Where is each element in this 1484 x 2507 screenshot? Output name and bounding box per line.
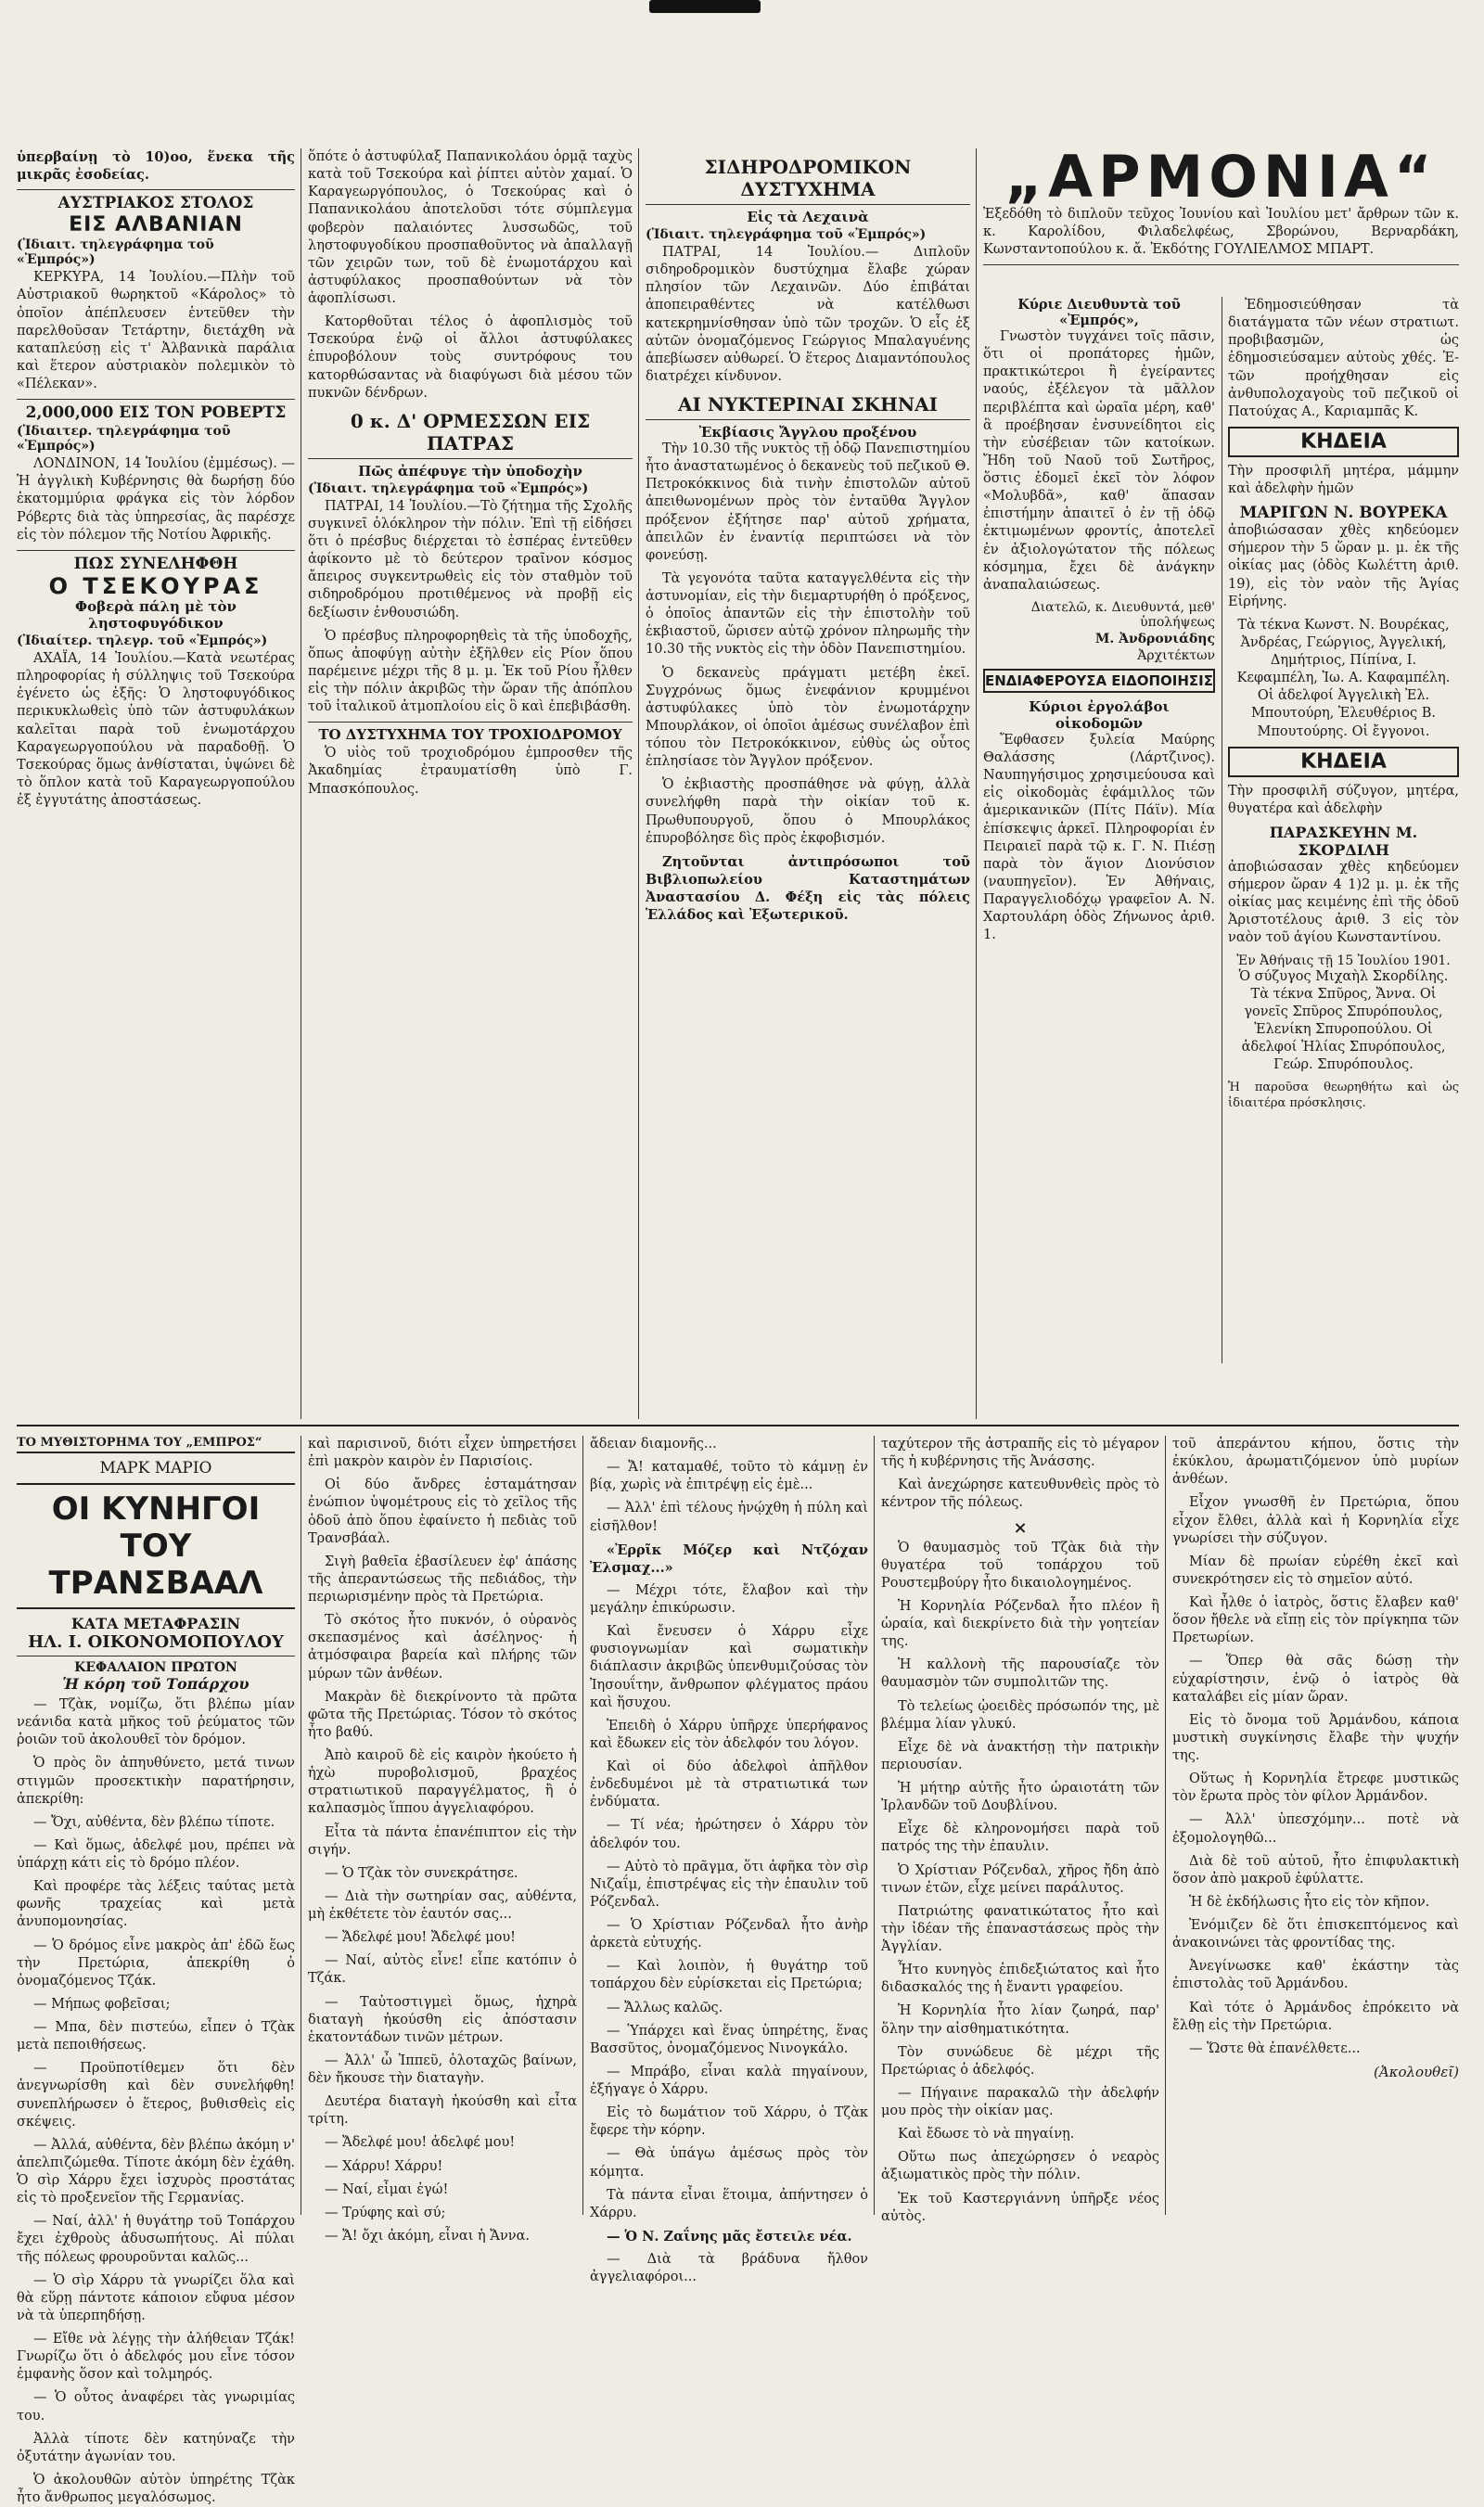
serial-paragraph: — Ἀλλ' ἐπὶ τέλους ἠνῴχθη ἡ πύλη καὶ εἰσῆλθον! bbox=[590, 1501, 868, 1534]
serial-paragraph: Καὶ ἔδωσε τὸ νὰ πηγαίνῃ. bbox=[898, 2127, 1075, 2142]
column-divider bbox=[874, 1436, 875, 2215]
serial-paragraph: — Ἄδελφέ μου! Ἄδελφέ μου! bbox=[325, 1930, 517, 1946]
top-news-band bbox=[17, 143, 1459, 1419]
serial-paragraph: Καὶ ἦλθε ὁ ἰατρὸς, ὅστις ἔλαβεν καθ' ὅσον ἤθελε νὰ εἴπῃ εἰς τὸν πρίγκηπα τῶν Πρετωρίων. bbox=[1172, 1595, 1459, 1646]
serial-novel-band bbox=[17, 1436, 1459, 2505]
serial-paragraph: Σιγὴ βαθεῖα ἐβασίλευεν ἐφ' ἁπάσης τῆς ἀπεραντώσεως τῆς πεδιάδος, τὴν περιωρισμένην πρὸς τὰ Πρετώρια. bbox=[308, 1554, 577, 1605]
serial-paragraph: Καὶ ἔνευσεν ὁ Χάρρυ εἶχε φυσιογνωμίαν καὶ σωματικὴν διάπλασιν ἀκριβῶς ὑπενθυμιζούσας τὸν Ἰησουΐτην, ἄνθρωπον φλέγματος πράου καὶ ἥσυχου. bbox=[590, 1624, 868, 1710]
serial-paragraph: — Ὄχι, αὐθέντα, δὲν βλέπω τίποτε. bbox=[33, 1814, 275, 1830]
column-divider bbox=[976, 148, 977, 1419]
headline-ormesson: 0 κ. Δ' ΟΡΜΕΣΣΩΝ ΕΙΣ ΠΑΤΡΑΣ bbox=[308, 410, 633, 459]
funeral-date: Ἐν Ἀθήναις τῇ 15 Ἰουλίου 1901. bbox=[1236, 953, 1451, 968]
masthead-fragment bbox=[649, 0, 761, 13]
serial-paragraph: — Ἀλλ' ὦ Ἰππεῦ, ὁλοταχῶς βαίνων, δὲν ἤκουσε τὴν διαταγὴν. bbox=[308, 2053, 577, 2086]
serial-paragraph: — Ὁ οὗτος ἀναφέρει τὰς γνωριμίας του. bbox=[17, 2390, 295, 2424]
chapter-title: ΚΕΦΑΛΑΙΟΝ ΠΡΩΤΟΝ bbox=[74, 1660, 237, 1675]
article-text: ὅπότε ὁ ἀστυφύλαξ Παπανικολάου ὁρμᾷ ταχὺς κατὰ τοῦ Τσεκούρα καὶ ῥίπτει αὐτὸν χαμαί. Ὁ Καραγεωργόπουλος, ὁ Τσεκούρας καὶ ὁ Παπανικολάου ἀποτελοῦσι τότε σύμπλεγμα φοβερὸν παλαιόντες λυσσωδῶς, τοῦ ληστοφυγοδίκου προσπαθοῦντος νὰ ἀπαλλαγῇ τῶν χειρῶν των, τοῦ δὲ ἐνωμοτάρχου καὶ ἀστυφύλακος προσπαθούντων νὰ τὸν ἀφοπλίσωσι. bbox=[308, 149, 633, 306]
notice-text: Ἔφθασεν ξυλεία Μαύρης Θαλάσσης (Λάρτζινος). Ναυπηγήσιμος χρησιμεύουσα καὶ εἰς οἰκοδομὰς ἐφάμιλλος τῶν ἀμερικανικῶν (Πίτς Πάϊν). Μία ἐπίσκεψις ἀρκεῖ. Πληροφορίαι ἐν Πειραιεῖ παρὰ τῷ κ. Γ. Ν. Πιέσῃ παρὰ τὸν ἅγιον Διονύσιον (ναυπηγεῖον). Ἐν Ἀθήναις, Παραγγελιοδόχῳ γραφεῖον Α. Ν. Χαρτουλάρη ὁδὸς Ζήνωνος ἀριθ. 1. bbox=[983, 732, 1215, 943]
serial-paragraph: — Διὰ τὴν σωτηρίαν σας, αὐθέντα, μὴ ἐκθέτετε τὸν ἑαυτόν σας... bbox=[308, 1888, 577, 1922]
serial-paragraph: — Καὶ λοιπὸν, ἡ θυγάτηρ τοῦ τοπάρχου δὲν εὑρίσκεται εἰς Πρετώρια; bbox=[590, 1959, 868, 1992]
serial-paragraph: Ἡ Κορνηλία ἦτο λίαν ζωηρά, παρ' ὅλην την αἰσθηματικότητα. bbox=[881, 2003, 1159, 2037]
serial-paragraph: Πατριώτης φανατικώτατος ἦτο καὶ τὴν ἰδέαν τῆς ἐπαναστάσεως πρὸς τὴν Ἀγγλίαν. bbox=[881, 1903, 1159, 1954]
serial-paragraph: — Ἄδελφέ μου! ἀδελφέ μου! bbox=[325, 2135, 516, 2151]
serial-column-5 bbox=[1172, 1436, 1459, 2215]
funeral-deceased-name: ΠΑΡΑΣΚΕΥΗΝ Μ. ΣΚΟΡΔΙΛΗ bbox=[1269, 823, 1418, 859]
serial-label: ΤΟ ΜΥΘΙΣΤΟΡΗΜΑ ΤΟΥ „ΕΜΠΡΟΣ“ bbox=[17, 1436, 295, 1453]
serial-paragraph: — Πήγαινε παρακαλῶ τὴν ἀδελφήν μου πρὸς τὴν οἰκίαν μας. bbox=[881, 2085, 1159, 2118]
serial-paragraph: — Ναί, εἶμαι ἐγώ! bbox=[325, 2181, 449, 2197]
letter-signature: Μ. Ἀνδρονιάδης bbox=[1094, 631, 1215, 646]
news-column-2 bbox=[308, 148, 633, 1419]
serial-paragraph: Ἀλλὰ τίποτε δὲν κατηύναζε τὴν ὀξυτάτην ἀγωνίαν του. bbox=[17, 2431, 295, 2464]
headline-rail-accident: ΣΙΔΗΡΟΔΡΟΜΙΚΟΝ ΔΥΣΤΥΧΗΜΑ bbox=[646, 156, 970, 205]
serial-paragraph: Ἡ δὲ ἐκδήλωσις ἦτο εἰς τὸν κῆπον. bbox=[1189, 1894, 1430, 1910]
news-column-1 bbox=[17, 148, 295, 1419]
armonia-ad-text: Ἐξεδόθη τὸ διπλοῦν τεῦχος Ἰουνίου καὶ Ἰουλίου μετ' ἄρθρων τῶν κ. κ. Καρολίδου, Φιλαδελφέως, Σβορώνου, Βερναρδάκη, Κωνσταντοπούλου κ. ἄ. Ἐκδότης ΓΟΥΛΙΕΛΜΟΣ ΜΠΑΡΤ. bbox=[983, 206, 1459, 265]
headline-arrest: ΠΩΣ ΣΥΝΕΛΗΦΘΗ bbox=[17, 550, 295, 573]
serial-paragraph: — Ὥστε θὰ ἐπανέλθετε... bbox=[1189, 2040, 1361, 2056]
serial-paragraph: Ὁ Χρίστιαν Ρόζενδαλ, χῆρος ἤδη ἀπὸ τινων ἐτῶν, εἶχε μείνει παράλυτος. bbox=[881, 1862, 1159, 1896]
article-text: Τὰ γεγονότα ταῦτα καταγγελθέντα εἰς τὴν ἀστυνομίαν, εἰς τὴν διεμαρτυρήθη ὁ πρόξενος, ὁ ὁποῖος ἀπαντῶν εἰς τὴν ἐπιστολὴν τοῦ ἐκβιαστοῦ, ὥρισεν αὐτῷ χρόνον πληρωμῆς τὴν 10.30 τῆς νυκτὸς εἰς τὴν ὁδὸν Πανεπιστημίου. bbox=[646, 570, 970, 658]
serial-paragraph: Εἶχε δὲ κληρονομήσει παρὰ τοῦ πατρός της τὴν ἐπαυλιν. bbox=[881, 1822, 1159, 1855]
ads-column bbox=[983, 143, 1459, 1419]
letter-closing: Διατελῶ, κ. Διευθυντά, μεθ' ὑπολήψεως bbox=[1030, 599, 1215, 630]
funeral-note: Ἡ παροῦσα θεωρηθήτω καὶ ὡς ἰδιαιτέρα πρόσκλησις. bbox=[1228, 1081, 1459, 1111]
article-text: Ὁ υἱὸς τοῦ τροχιοδρόμου ἐμπροσθεν τῆς Ἀκαδημίας ἐτραυματίσθη ὑπὸ Γ. Μπασκόπουλος. bbox=[308, 746, 633, 797]
subheadline: Πῶς ἀπέφυγε τὴν ὑποδοχὴν bbox=[358, 462, 582, 480]
continued-label: (Ἀκολουθεῖ) bbox=[1373, 2063, 1459, 2080]
serial-column-1 bbox=[17, 1436, 295, 2505]
serial-paragraph: — Ὁ Ν. Ζαΐνης μᾶς ἔστειλε νέα. bbox=[607, 2228, 852, 2245]
column-divider bbox=[638, 148, 639, 1419]
serial-title: ΟΙ ΚΥΝΗΓΟΙ ΤΟΥ ΤΡΑΝΣΒΑΑΛ bbox=[17, 1483, 295, 1609]
serial-paragraph: — Αὐτὸ τὸ πρᾶγμα, ὅτι ἀφῆκα τὸν σὶρ Νιζαΐμ, ἐπιστρέψας εἰς τὴν ἐπαυλιν τοῦ Ρόζενδαλ. bbox=[590, 1859, 868, 1910]
serial-paragraph: Οὕτω πως ἀπεχώρησεν ὁ νεαρὸς ἀξιωματικὸς πρὸς τὴν πόλιν. bbox=[881, 2150, 1159, 2183]
serial-paragraph: Ὁ θαυμασμὸς τοῦ Τζὰκ διὰ τὴν θυγατέρα τοῦ τοπάρχου τοῦ Ρουστεμβούργ ἦτο δικαιολογημένος. bbox=[881, 1540, 1159, 1591]
article-text: ΑΧΑΪΑ, 14 Ἰουλίου.—Κατὰ νεωτέρας πληροφορίας ἡ σύλληψις τοῦ Τσεκούρα ἐγένετο ὡς ἑξῆς: Ὁ ληστοφυγόδικος περικυκλωθεὶς ὑπὸ τῶν ἀστυφυλάκων καλεῖται παρὰ τοῦ ἐνωμοτάρχου Καραγεωργοπούλου νὰ παραδοθῇ. Ὁ Τσεκούρας ὅμως ἀνθίσταται, ὑψώνει δὲ τὸ ὅπλον κατὰ τοῦ Καραγεωργοπούλου ἐξ ἐγγυτάτης ἀποστάσεως. bbox=[17, 651, 295, 809]
serial-paragraph: — Ὅπερ θὰ σᾶς δώσῃ τὴν εὐχαρίστησιν, ἐνῷ ὁ ἰατρὸς θὰ καταλάβει εἰς μίαν ὥραν. bbox=[1172, 1654, 1459, 1705]
serial-paragraph: Ἐκ τοῦ Καστεργιάννη ὑπῆρξε νέος αὐτὸς. bbox=[881, 2191, 1159, 2224]
article-text: Ὁ πρέσβυς πληροφορηθεὶς τὰ τῆς ὑποδοχῆς, ὅπως ἀποφύγῃ αὐτὴν ἐξῆλθεν εἰς Ρίον ὅπου παρέμεινε μέχρι τῆς 8 μ. μ. Ἐκ τοῦ Ρίου ἦλθεν εἰς τὴν πόλιν ἀκριβῶς τὴν ὥραν τῆς ἀπόπλου τοῦ ἰταλικοῦ ἀτμοπλοίου εἰς ὃ καὶ ἐπεβιβάσθη. bbox=[308, 628, 633, 715]
dateline: (Ἰδιαιτ. τηλεγράφημα τοῦ «Ἐμπρός») bbox=[646, 227, 927, 242]
article-text: Κατορθοῦται τέλος ὁ ἀφοπλισμὸς τοῦ Τσεκούρα ἐνῷ οἱ ἄλλοι ἀστυφύλακες ἐπυροβόλουν τοὺς συντρόφους του κατορθώσαντας νὰ διαφύγωσι διὰ μέσου τῶν πυκνῶν δένδρων. bbox=[308, 314, 633, 401]
funeral-details: ἀποβιώσασαν χθὲς κηδεύομεν σήμερον τὴν 5 ὥραν μ. μ. ἐκ τῆς οἰκίας μας (ὁδὸς Κωλέττη ἀριθ. 19), εἰς τὸν ναὸν τῆς Ἁγίας Εἰρήνης. bbox=[1228, 523, 1459, 609]
serial-paragraph: Τὸν συνώδευε δὲ μέχρι τῆς Πρετώριας ὁ ἀδελφός. bbox=[881, 2044, 1159, 2078]
serial-column-3 bbox=[590, 1436, 868, 2285]
serial-paragraph: Καὶ οἱ δύο ἀδελφοὶ ἀπῆλθον ἐνδεδυμένοι μὲ τὰ στρατιωτικά των ἐνδύματα. bbox=[590, 1759, 868, 1810]
serial-paragraph: — Προϋποτίθεμεν ὅτι δὲν ἀνεγνωρίσθη καὶ δὲν συνελήφθη! συνεπλήρωσεν ὁ ἕτερος, βυθισθεὶς εἰς σκέψεις. bbox=[17, 2061, 295, 2130]
article-text: ΛΟΝΔΙΝΟΝ, 14 Ἰουλίου (ἐμμέσως). — Ἡ ἀγγλικὴ Κυβέρνησις θὰ δωρήσῃ δύο ἑκατομμύρια φράγκα εἰς τὸν λόρδον Ρόβερτς διὰ τὰς ὑπηρεσίας, ἃς παρέσχε εἰς τὸν πόλεμον τῆς Νοτίου Ἀφρικῆς. bbox=[17, 456, 295, 543]
dateline: (Ἰδιαιτ. τηλεγράφημα τοῦ «Ἐμπρός») bbox=[17, 237, 214, 268]
serial-paragraph: — Ὁ Τζὰκ τὸν συνεκράτησε. bbox=[325, 1865, 518, 1881]
serial-paragraph: — Θὰ ὑπάγω ἀμέσως πρὸς τὸν κόμητα. bbox=[590, 2146, 868, 2180]
serial-paragraph: — Ὁ Χρίστιαν Ρόζενδαλ ἦτο ἀνὴρ ἀρκετὰ εὐτυχής. bbox=[590, 1918, 868, 1951]
letter-role: Ἀρχιτέκτων bbox=[1137, 647, 1215, 663]
serial-paragraph: Ἀνεγίνωσκε καθ' ἑκάστην τὰς ἐπιστολὰς τοῦ Ἀρμάνδου. bbox=[1172, 1959, 1459, 1992]
serial-paragraph: — Μπα, δὲν πιστεύω, εἶπεν ὁ Τζὰκ μετὰ πεποιθήσεως. bbox=[17, 2020, 295, 2053]
lead-text: ὑπερβαίνῃ τὸ 10)οο, ἕνεκα τῆς μικρᾶς ἐσοδείας. bbox=[17, 149, 295, 184]
serial-paragraph: Ἐνόμιζεν δὲ ὅτι ἐπισκεπτόμενος καὶ ἀνακοινώνει τὰς φροντίδας της. bbox=[1172, 1918, 1459, 1951]
column-divider bbox=[1165, 1436, 1166, 2215]
promotion-notice: Ἐδημοσιεύθησαν τὰ διατάγματα τῶν νέων στρατιωτ. προβιβασμῶν, ὡς ἐδημοσιεύσαμεν αὐτοὺς χθές. Ἐ-τῶν προήχθησαν εἰς ἀνθυπολοχαγοὺς τοῦ πεζικοῦ οἱ Πατούχας Α., Καριαμπᾶς Κ. bbox=[1228, 298, 1459, 419]
serial-paragraph: — Μπράβο, εἶναι καλὰ πηγαίνουν, ἐξήγαγε ὁ Χάρρυ. bbox=[590, 2064, 868, 2097]
funeral-details: ἀποβιώσασαν χθὲς κηδεύομεν σήμερον ὥραν 4 1)2 μ. μ. ἐκ τῆς οἰκίας μας κειμένης ἐπὶ τῆς ὁδοῦ Ἀριστοτέλους ἀριθ. 3 εἰς τὸν ναὸν τοῦ ἁγίου Κωνσταντίνου. bbox=[1228, 859, 1459, 946]
serial-paragraph: ταχύτερον τῆς ἀστραπῆς εἰς τὸ μέγαρον τῆς ἡ κυβέρνησις τῆς Ἀνάσσης. bbox=[881, 1437, 1159, 1470]
serial-paragraph: τοῦ ἀπεράντου κήπου, ὅστις τὴν ἐκύκλου, ἀρωματιζόμενον ὑπὸ μυρίων ἀνθέων. bbox=[1172, 1437, 1459, 1488]
serial-author: ΜΑΡΚ ΜΑΡΙΟ bbox=[99, 1459, 212, 1477]
serial-paragraph: Εἶχε δὲ νὰ ἀνακτήσῃ τὴν πατρικὴν περιουσίαν. bbox=[881, 1739, 1159, 1772]
headline-tram-accident: ΤΟ ΔΥΣΤΥΧΗΜΑ ΤΟΥ ΤΡΟΧΙΟΔΡΟΜΟΥ bbox=[308, 722, 633, 743]
serial-paragraph: — Διὰ τὰ βράδυνα ἤλθον ἀγγελιαφόροι... bbox=[590, 2252, 868, 2285]
serial-paragraph: Δευτέρα διαταγὴ ἠκούσθη καὶ εἶτα τρίτη. bbox=[308, 2094, 577, 2128]
serial-paragraph: Εἰς τὸ ὄνομα τοῦ Ἀρμάνδου, κάποια μυστικὴ συγκίνησις ἔλαβε τὴν ψυχήν της. bbox=[1172, 1712, 1459, 1763]
column-divider bbox=[582, 1436, 583, 2215]
headline-tsekouras: Ο ΤΣΕΚΟΥΡΑΣ bbox=[48, 572, 263, 599]
article-text: ΠΑΤΡΑΙ, 14 Ἰουλίου.— Διπλοῦν σιδηροδρομικὸν δυστύχημα ἔλαβε χώραν πλησίον τῶν Λεχαινῶν. Δύο ἐπιβάται ἀποπειραθέντες νὰ κατέλθωσι κατεκρημνίσθησαν ὑπὸ τῶν τροχῶν. Ὁ εἷς ἐξ αὐτῶν ὀνομαζόμενος Γεώργιος Μπαλαγυένης ἀπεβίωσεν αὐθωρεί. Ὁ ἕτερος Διαμαντόπουλος διατρέχει κίνδυνον. bbox=[646, 245, 970, 384]
serial-paragraph: Εἰς τὸ δωμάτιον τοῦ Χάρρυ, ὁ Τζὰκ ἔφερε τὴν κόρην. bbox=[590, 2105, 868, 2139]
serial-paragraph: — Ἀλλ' ὑπεσχόμην... ποτὲ νὰ ἐξομολογηθῶ... bbox=[1172, 1812, 1459, 1846]
article-text: ΚΕΡΚΥΡΑ, 14 Ἰουλίου.—Πλὴν τοῦ Αὐστριακοῦ θωρηκτοῦ «Κάρολος» τὸ ὁποῖον ἀπέπλευσεν ἐντεῦθεν τὴν παρελθοῦσαν Τετάρτην, διετάχθη νὰ καταπλεύσῃ εἰς τ' Ἀλβανικὰ παράλια καὶ ἕτερον αὐστριακὸν πολεμικὸν τὸ «Πέλεκαν». bbox=[17, 270, 295, 392]
article-text: Ὁ ἐκβιαστὴς προσπάθησε νὰ φύγῃ, ἀλλὰ συνελήφθη παρὰ τὴν οἰκίαν τοῦ κ. Πρωθυπουργοῦ, ὅπου ὁ Μπουρλάκος ἐπυροβόλησε δὶς πρὸς ἐκφοβισμόν. bbox=[646, 777, 970, 846]
serial-paragraph: — Ὁ δρόμος εἶνε μακρὸς ἀπ' ἐδῶ ἕως τὴν Πρετώρια, ἀπεκρίθη ὁ ὀνομαζόμενος Τζάκ. bbox=[17, 1938, 295, 1989]
serial-paragraph: Καὶ τότε ὁ Ἀρμάνδος ἐπρόκειτο νὰ ἔλθῃ εἰς τὴν Πρετώρια. bbox=[1172, 2000, 1459, 2033]
serial-text-block bbox=[17, 1696, 295, 2507]
serial-paragraph: Εἶτα τὰ πάντα ἐπανέπιπτον εἰς τὴν σιγήν. bbox=[308, 1824, 577, 1858]
subheadline: Ἐκβίασις Ἄγγλου προξένου bbox=[698, 424, 917, 441]
news-column-3 bbox=[646, 148, 970, 1419]
serial-paragraph: Μίαν δὲ πρωίαν εὑρέθη ἐκεῖ καὶ συνεκρότησεν εἰς τὸ σημεῖον αὐτό. bbox=[1172, 1554, 1459, 1587]
serial-paragraph: Εἶχον γνωσθῆ ἐν Πρετώρια, ὅπου εἶχον ἔλθει, ἀλλὰ καὶ ἡ Κορνηλία εἶχε γνωρίσει τὴν σύζυγον. bbox=[1172, 1495, 1459, 1546]
funeral-headline: ΚΗΔΕΙΑ bbox=[1228, 427, 1459, 457]
subheadline: Φοβερὰ πάλη μὲ τὸν ληστοφυγόδικον bbox=[75, 598, 237, 633]
serial-translator: ΗΛ. Ι. ΟΙΚΟΝΟΜΟΠΟΥΛΟΥ bbox=[17, 1632, 295, 1656]
section-rule bbox=[17, 1425, 1459, 1426]
serial-paragraph: Ἐπειδὴ ὁ Χάρρυ ὑπῆρχε ὑπερήφανος καὶ ἔδωκεν εἰς τὸν ἀδελφόν του λόγον. bbox=[590, 1718, 868, 1751]
serial-column-2 bbox=[308, 1436, 577, 2244]
notice-text: Ζητοῦνται ἀντιπρόσωποι τοῦ Βιβλιοπωλείου Καταστημάτων Ἀναστασίου Δ. Φέξη εἰς τὰς πόλεις Ἑλλάδος καὶ Ἐξωτερικοῦ. bbox=[646, 853, 970, 924]
notice-subheadline: Κύριοι ἐργολάβοι οἰκοδομῶν bbox=[1029, 697, 1170, 732]
serial-paragraph: Ἡ μήτηρ αὐτῆς ἦτο ὡραιοτάτη τῶν Ἰρλανδῶν τοῦ Δουβλίνου. bbox=[881, 1781, 1159, 1814]
dateline: (Ἰδιαιτ. τηλεγράφημα τοῦ «Ἐμπρός») bbox=[308, 480, 589, 496]
funeral-headline: ΚΗΔΕΙΑ bbox=[1228, 747, 1459, 777]
headline-austrian-fleet: ΑΥΣΤΡΙΑΚΟΣ ΣΤΟΛΟΣ bbox=[17, 189, 295, 212]
headline-night-scenes: ΑΙ ΝΥΚΤΕΡΙΝΑΙ ΣΚΗΝΑΙ bbox=[646, 393, 970, 420]
funeral-deceased-name: ΜΑΡΙΓΩΝ Ν. ΒΟΥΡΕΚΑ bbox=[1239, 504, 1448, 523]
section-break-mark: × bbox=[1013, 1517, 1028, 1538]
serial-paragraph: Ἀπὸ καιροῦ δὲ εἰς καιρὸν ἠκούετο ἡ ἠχὼ πυροβολισμοῦ, βραχέος στρατιωτικοῦ παραγγέλματος, ἢ ὁ καλπασμὸς ἵππου ἀγγελιαφόρου. bbox=[308, 1748, 577, 1817]
serial-paragraph: — Ταὐτοστιγμεὶ ὅμως, ἠχηρὰ διαταγὴ ἠκούσθη εἰς ἀπόστασιν ἑκατοντάδων τινῶν μέτρων. bbox=[308, 1994, 577, 2045]
headline-albania: ΕΙΣ ΑΛΒΑΝΙΑΝ bbox=[69, 213, 243, 237]
headline-roberts: 2,000,000 ΕΙΣ ΤΟΝ ΡΟΒΕΡΤΣ bbox=[17, 399, 295, 422]
serial-paragraph: Οἱ δύο ἄνδρες ἐσταμάτησαν ἐνώπιον ὑψομέτρους εἰς τὸ χεῖλος τῆς ὁδοῦ ἀπὸ ὅπου ἐφαίνετο ἡ πεδιὰς τοῦ Τρανσβάαλ. bbox=[308, 1477, 577, 1546]
dateline: (Ἰδιαίτερ. τηλεγρ. τοῦ «Ἐμπρός») bbox=[17, 633, 268, 649]
serial-paragraph: — Τί νέα; ἠρώτησεν ὁ Χάρρυ τὸν ἀδελφόν του. bbox=[590, 1818, 868, 1851]
serial-paragraph: — Τζὰκ, νομίζω, ὅτι βλέπω μίαν νεάνιδα κατὰ μῆκος τοῦ ῥεύματος τῶν ῥοιῶν τοῦ ἀκολουθεῖ τὸν δρόμον. bbox=[17, 1697, 295, 1748]
serial-paragraph: — Ναί, ἀλλ' ἡ θυγάτηρ τοῦ Τοπάρχου ἔχει ἐχθροὺς ἀδυσωπήτους. Αἱ πύλαι τῆς πόλεως φρουροῦνται καλῶς... bbox=[17, 2214, 295, 2265]
serial-paragraph: Καὶ ἀνεχώρησε κατευθυνθεὶς πρὸς τὸ κέντρον τῆς πόλεως. bbox=[881, 1477, 1159, 1511]
serial-paragraph: «Ἐρρῖκ Μόζερ καὶ Ντζόχαν Ἐλσμαχ...» bbox=[590, 1541, 868, 1576]
serial-paragraph: Ἡ Κορνηλία Ρόζενδαλ ἦτο πλέον ἢ ὡραία, καὶ διεκρίνετο διὰ τὴν γοητείαν της. bbox=[881, 1598, 1159, 1650]
dateline: (Ἰδιαιτερ. τηλεγράφημα τοῦ «Ἐμπρός») bbox=[17, 424, 231, 454]
serial-paragraph: καὶ παρισινοῦ, διότι εἶχεν ὑπηρετήσει ἐπὶ μακρὸν καιρὸν ἐν Παρισίοις. bbox=[308, 1437, 577, 1470]
serial-translation-label: ΚΑΤΑ ΜΕΤΑΦΡΑΣΙΝ bbox=[70, 1615, 241, 1632]
serial-paragraph: Οὕτως ἡ Κορνηλία ἔτρεφε μυστικῶς τὸν ἔρωτα πρὸς τὸν φίλον Ἀρμάνδον. bbox=[1172, 1772, 1459, 1805]
serial-column-4 bbox=[881, 1436, 1159, 2224]
serial-paragraph: Τὸ σκότος ἦτο πυκνόν, ὁ οὐρανὸς σκεπασμένος καὶ ἀσέληνος· ἡ ἀτμόσφαιρα βαρεία καὶ πλήρης τῶν μύρων τῶν ἀνθέων. bbox=[308, 1613, 577, 1682]
armonia-ad-title: „ΑΡΜΟΝΙΑ“ bbox=[1004, 143, 1438, 211]
serial-paragraph: ἄδειαν διαμονῆς... bbox=[590, 1437, 717, 1452]
article-text: ΠΑΤΡΑΙ, 14 Ἰουλίου.—Τὸ ζήτημα τῆς Σχολῆς συγκινεῖ ὁλόκληρον τὴν πόλιν. Ἐπὶ τῇ εἰδήσει ὅτι ὁ πρέσβυς διέρχεται τὸ ἑσπέρας ἐντεῦθεν ἀφίκοντο μὲ τὸ δεύτερον τραῖνον κόσμος ἄπειρος συγκεντρωθεὶς εἰς τὸν σταθμὸν τοῦ σιδηροδρόμου προτιθέμενος νὰ προβῇ εἰς δεξίωσιν ἐνθουσιώδη. bbox=[308, 498, 633, 620]
serial-paragraph: — Ἄλλως καλῶς. bbox=[607, 2000, 723, 2015]
serial-paragraph: — Ὁ σὶρ Χάρρυ τὰ γνωρίζει ὅλα καὶ θὰ εὕρῃ πάντοτε κάποιον εὔφυα μέσον νὰ τὰ ὑπερπηδήσῃ. bbox=[17, 2272, 295, 2323]
serial-paragraph: Ὁ ἀκολουθῶν αὐτὸν ὑπηρέτης Τζὰκ ἦτο ἄνθρωπος μεγαλόσωμος. bbox=[17, 2472, 295, 2505]
subheadline: Εἰς τὰ Λεχαινὰ bbox=[747, 209, 869, 225]
letter-column bbox=[983, 297, 1215, 950]
serial-paragraph: Ἦτο κυνηγὸς ἐπιδεξιώτατος καὶ ἦτο διδασκαλός της ἡ ἔναντι γραφείου. bbox=[881, 1963, 1159, 1996]
serial-paragraph: Τὰ πάντα εἶναι ἕτοιμα, ἀπήντησεν ὁ Χάρρυ. bbox=[590, 2187, 868, 2220]
chapter-subtitle: Ἡ κόρη τοῦ Τοπάρχου bbox=[62, 1675, 249, 1693]
serial-paragraph: Καὶ προφέρε τὰς λέξεις ταύτας μετὰ φωνῆς τραχείας καὶ μετὰ ἀνυπομονησίας. bbox=[17, 1879, 295, 1930]
notice-headline: ΕΝΔΙΑΦΕΡΟΥΣΑ ΕΙΔΟΠΟΙΗΣΙΣ bbox=[983, 669, 1215, 693]
serial-paragraph: — Ἄ! καταμαθέ, τοῦτο τὸ κάμνῃ ἐν βίᾳ, χωρὶς νὰ ἐπιτρέψῃ εἰς ἐμὲ... bbox=[590, 1460, 868, 1493]
funeral-intro: Τὴν προσφιλῆ σύζυγον, μητέρα, θυγατέρα καὶ ἀδελφὴν bbox=[1228, 783, 1459, 816]
letter-salutation: Κύριε Διευθυντὰ τοῦ «Ἐμπρός», bbox=[1017, 297, 1181, 328]
serial-paragraph: — Ναί, αὐτὸς εἶνε! εἶπε κατόπιν ὁ Τζάκ. bbox=[308, 1953, 577, 1987]
serial-paragraph: — Μήπως φοβεῖσαι; bbox=[33, 1996, 171, 2012]
article-text: Τὴν 10.30 τῆς νυκτὸς τῇ ὁδῷ Πανεπιστημίου ἦτο ἀναστατωμένος ὁ δεκανεὺς τοῦ πεζικοῦ Θ. Πετροκόκκινος διὰ τινὴν ἐπιστολῶν αὐτοῦ ἀπειθωνομένων πρὸς τὸν ἐνταῦθα Ἄγγλον πρόξενον ἐξήτησε παρ' αὐτοῦ χρήματα, ἀπειλῶν ἐν ἐναντίᾳ περιπτώσει νὰ τὸν φονεύσῃ. bbox=[646, 441, 970, 563]
serial-paragraph: — Τρύφης καὶ σύ; bbox=[325, 2205, 446, 2220]
letter-text: Γνωστὸν τυγχάνει τοῖς πᾶσιν, ὅτι οἱ προπάτορες ἡμῶν, πρακτικώτεροι ἢ ἐγείραντες ναούς, ἐξέλεγον τὰ μᾶλλον περιβλέπτα καὶ ὡραῖα μέρη, καθ' ἃ προέβησαν ἐνσυνείδητοι εἰς τὴν εὐσέβειαν τῶν κατοίκων. Ἤδη τοῦ Ναοῦ τοῦ Σωτῆρος, ὅστις ἐδομεῖ ἐκεῖ τὸν λόφον «Μολυβδᾶ», καθ' ἅπασαν ἐπιστήμην ἀπαιτεῖ ὁ ἐν τῇ ὁδῷ ἐκτιμωμένων φροντίς, ἀποτελεῖ ἐν ἀξιολογώτατον τῆς πόλεως κόσμημα, ἔχει δὲ ἀνάγκην ἀναπαλαιώσεως. bbox=[983, 329, 1215, 593]
serial-paragraph: — Ἀλλά, αὐθέντα, δὲν βλέπω ἀκόμη ν' ἀπελπιζώμεθα. Τίποτε ἀκόμη δὲν ἐχάθη. Ὁ σὶρ Χάρρυ ἔχει ἰσχυρὸς προστάτας εἰς τὸ προξενεῖον τῆς Γερμανίας. bbox=[17, 2137, 295, 2206]
serial-paragraph: Ὁ πρὸς ὃν ἀπηυθύνετο, μετά τινων στιγμῶν προσεκτικὴν παρατήρησιν, ἀπεκρίθη: bbox=[17, 1756, 295, 1807]
serial-paragraph: — Χάρρυ! Χάρρυ! bbox=[325, 2158, 443, 2174]
serial-paragraph: — Εἴθε νὰ λέγῃς τὴν ἀλήθειαν Τζάκ! Γνωρίζω ὅτι ὁ ἀδελφός μου εἶνε τόσον ἐμφανὴς ὅσον καὶ τολμηρός. bbox=[17, 2332, 295, 2383]
serial-paragraph: Τὸ τελείως ᾠοειδὲς πρόσωπόν της, μὲ βλέμμα λίαν γλυκύ. bbox=[881, 1698, 1159, 1732]
funeral-intro: Τὴν προσφιλῆ μητέρα, μάμμην καὶ ἀδελφὴν ἡμῶν bbox=[1228, 463, 1459, 496]
funeral-family: Τὰ τέκνα Κωνστ. Ν. Βουρέκας, Ἀνδρέας, Γεώργιος, Ἀγγελική, Δημήτριος, Πίπίνα, Ι. Κεφαμπέλη, Ἰω. Α. Καφαμπέλη. Οἱ ἀδελφοί Ἀγγελικὴ Ἐλ. Μπουτούρη, Ἐλευθέριος Β. Μπουτούρης. Οἱ ἔγγονοι. bbox=[1236, 617, 1451, 739]
serial-paragraph: — Μέχρι τότε, ἔλαβον καὶ τὴν μεγάλην ἐπικύρωσιν. bbox=[590, 1582, 868, 1616]
article-text: Ὁ δεκανεὺς πράγματι μετέβη ἐκεῖ. Συγχρόνως ὅμως ἐνεφάνιον κρυμμένοι ἀστυφύλακες ὑπὸ τὸν ἐνωμοτάρχην Μπουρλάκον, οἱ ὁποῖοι ἀμέσως συνέλαβον ἐπὶ τόπου τὸν Πετροκόκκινον, εὐθὺς ὡς οὗτος ἐπλησίασε τὸν Ἄγγλον πρόξενον. bbox=[646, 665, 970, 770]
funeral-family: Ὁ σύζυγος Μιχαὴλ Σκορδίλης. Τὰ τέκνα Σπῦρος, Ἄννα. Οἱ γονεῖς Σπῦρος Σπυρόπουλος, Ἑλενίκη Σπυροπούλου. Οἱ ἀδελφοί Ἠλίας Σπυρόπουλος, Γεώρ. Σπυρόπουλος. bbox=[1238, 968, 1449, 1073]
serial-paragraph: Ἡ καλλονὴ τῆς παρουσίαζε τὸν θαυμασμὸν τῶν συμπολιτῶν της. bbox=[881, 1657, 1159, 1691]
serial-paragraph: Μακρὰν δὲ διεκρίνοντο τὰ πρῶτα φῶτα τῆς Πρετώριας. Τόσον τὸ σκότος ἦτο βαθύ. bbox=[308, 1689, 577, 1740]
serial-paragraph: — Ὑπάρχει καὶ ἕνας ὑπηρέτης, ἕνας Βασσῦτος, ὀνομαζόμενος Νινογκάλο. bbox=[590, 2023, 868, 2056]
serial-paragraph: — Ἄ! ὄχι ἀκόμη, εἶναι ἡ Ἄννα. bbox=[325, 2228, 530, 2244]
serial-paragraph: — Καὶ ὅμως, ἀδελφέ μου, πρέπει νὰ ὑπάρχῃ κάτι εἰς τὸ δρόμο πλέον. bbox=[17, 1837, 295, 1871]
serial-paragraph: Διὰ δὲ τοῦ αὐτοῦ, ἦτο ἐπιφυλακτικὴ ὅσον ἀπὸ μακροῦ ἐφύλαττε. bbox=[1172, 1853, 1459, 1887]
funeral-notices-column bbox=[1228, 297, 1459, 1118]
